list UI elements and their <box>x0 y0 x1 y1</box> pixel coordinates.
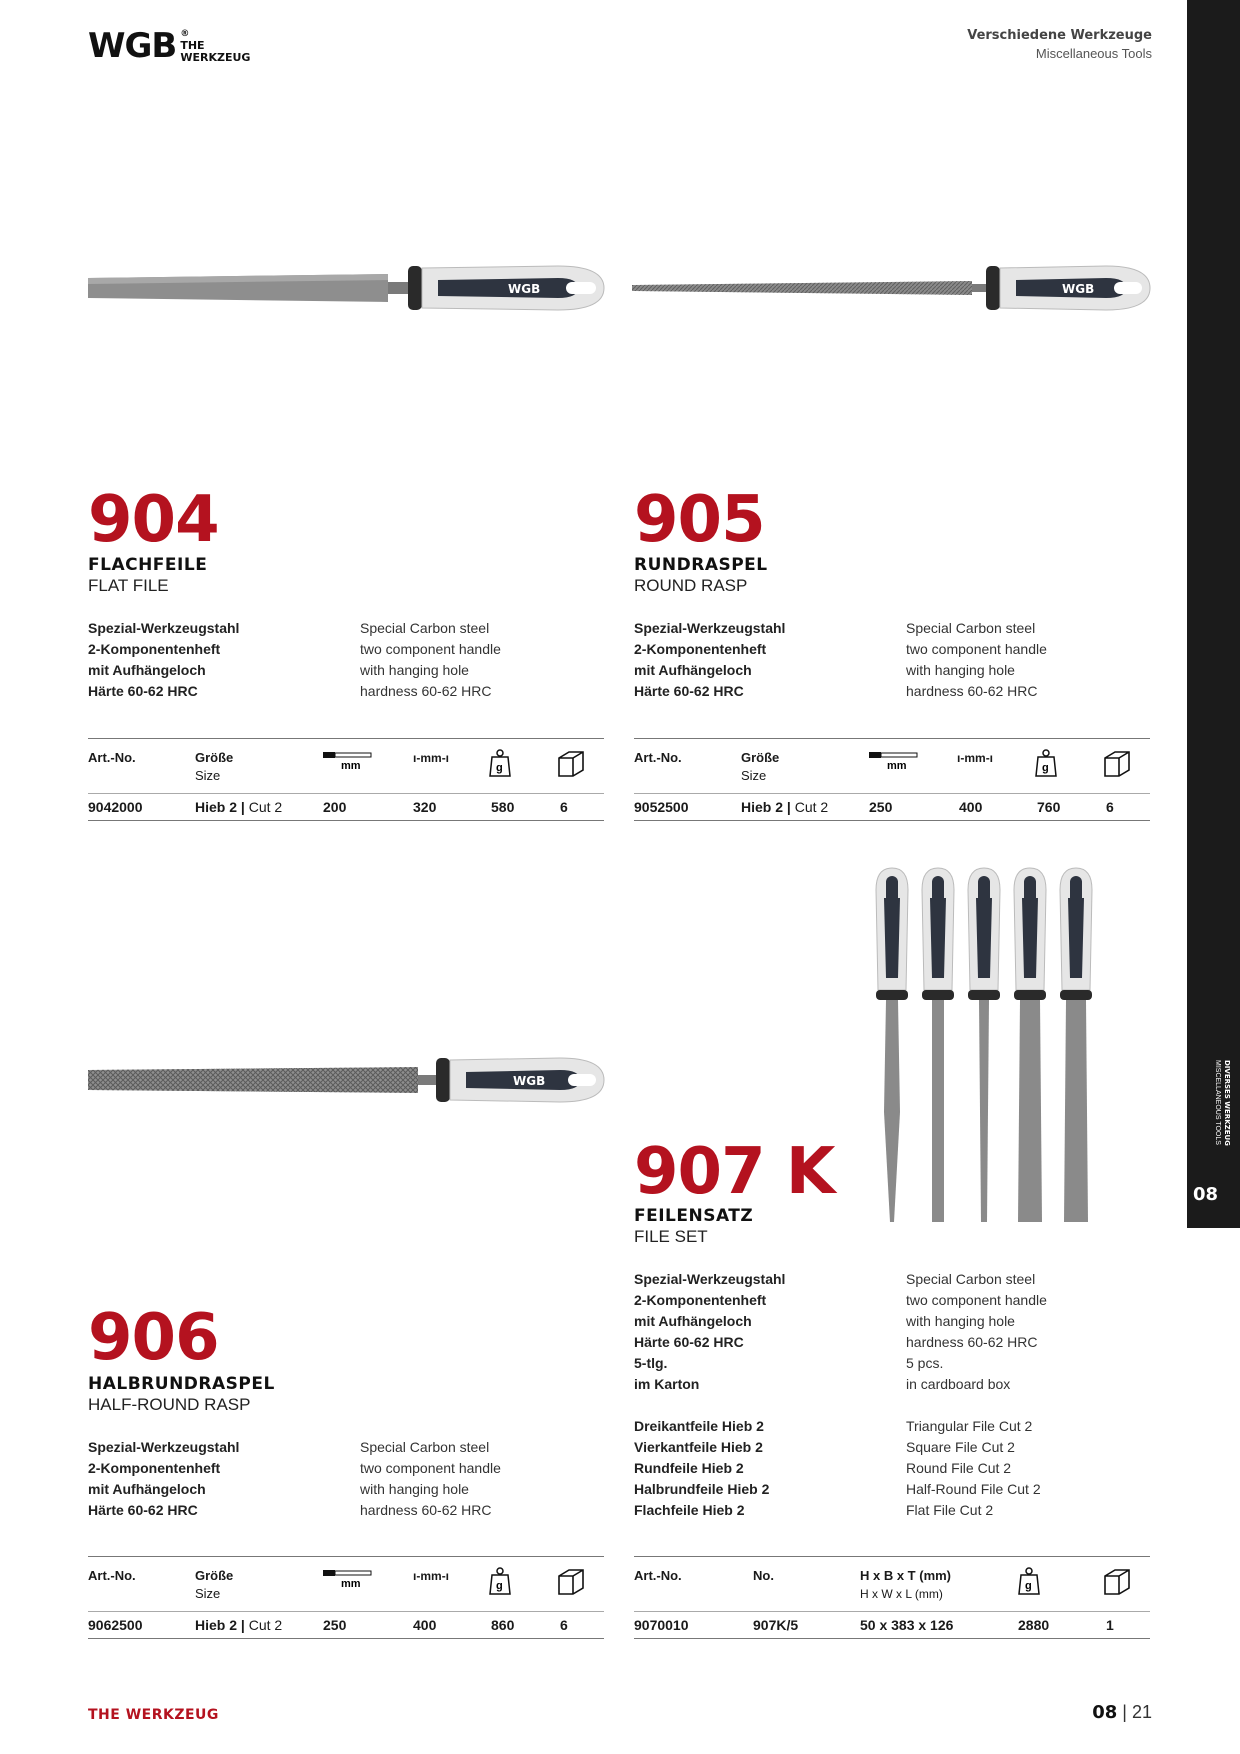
header-art-no: Art.-No. <box>634 1568 682 1583</box>
file-set-image <box>870 862 1110 1250</box>
product-table-907k <box>634 1556 1150 1639</box>
cell-width: 400 <box>959 799 983 815</box>
length-icon <box>323 1567 373 1594</box>
svg-text:g: g <box>1042 762 1049 774</box>
cell-pack: 1 <box>1106 1617 1114 1633</box>
logo-line-1: THE <box>180 39 205 52</box>
content-de: Rundfeile Hieb 2 <box>634 1460 744 1476</box>
package-icon <box>1102 749 1132 779</box>
product-name-de: HALBRUNDRASPEL <box>88 1374 275 1394</box>
spec-en: two component handle <box>360 641 501 657</box>
header-art-no: Art.-No. <box>634 750 682 765</box>
product-number-905: 905 <box>634 483 765 557</box>
header-size: Größe Size <box>195 1568 234 1601</box>
spec-en: hardness 60-62 HRC <box>360 683 492 699</box>
svg-text:g: g <box>496 1580 503 1592</box>
spec-row <box>88 618 603 639</box>
logo-text <box>180 28 250 64</box>
page-number <box>1092 1702 1152 1723</box>
product-specs <box>634 618 1149 702</box>
spec-row <box>88 1458 603 1479</box>
spec-en: with hanging hole <box>360 662 469 678</box>
cell-width: 320 <box>413 799 437 815</box>
cell-art-no: 9042000 <box>88 799 143 815</box>
spec-row <box>88 1479 603 1500</box>
spec-de: 2-Komponentenheft <box>634 641 767 657</box>
spec-row <box>634 1269 1149 1290</box>
spec-en: in cardboard box <box>906 1376 1011 1392</box>
header-size: Größe Size <box>195 750 234 783</box>
weight-icon <box>1018 1567 1040 1595</box>
content-de: Vierkantfeile Hieb 2 <box>634 1439 763 1455</box>
product-name-de: RUNDRASPEL <box>634 555 768 575</box>
spec-de: im Karton <box>634 1376 700 1392</box>
length-icon <box>323 749 373 776</box>
table-row <box>88 1612 604 1639</box>
product-number-906: 906 <box>88 1301 219 1375</box>
spec-de: Spezial-Werkzeugstahl <box>634 1271 786 1287</box>
spec-row <box>88 639 603 660</box>
product-number-904: 904 <box>88 483 219 557</box>
cell-length: 250 <box>323 1617 347 1633</box>
spec-de: Spezial-Werkzeugstahl <box>88 1439 240 1455</box>
content-row <box>634 1500 1149 1521</box>
product-specs <box>88 618 603 702</box>
width-icon: ı-mm-ı <box>413 751 450 765</box>
cell-length: 250 <box>869 799 893 815</box>
spec-de: Spezial-Werkzeugstahl <box>88 620 240 636</box>
side-tab-line-1: DIVERSES WERKZEUG <box>1223 1060 1231 1146</box>
product-table-904 <box>88 738 604 821</box>
table-header-row <box>634 739 1150 794</box>
round-rasp-image <box>632 258 1152 318</box>
table-header-row <box>88 739 604 794</box>
cell-no: 907K/5 <box>753 1617 799 1633</box>
content-en: Triangular File Cut 2 <box>906 1418 1033 1434</box>
table-row <box>88 794 604 821</box>
spec-en: two component handle <box>906 641 1047 657</box>
svg-text:g: g <box>1025 1580 1032 1592</box>
handle-brand-text: WGB <box>1062 282 1095 296</box>
product-name-en: FLAT FILE <box>88 576 169 595</box>
side-tab-number: 08 <box>1193 1184 1219 1205</box>
spec-row <box>88 681 603 702</box>
cell-weight: 2880 <box>1018 1617 1050 1633</box>
footer-brand: THE WERKZEUG <box>88 1707 219 1723</box>
spec-en: hardness 60-62 HRC <box>906 1334 1038 1350</box>
logo-line-2: WERKZEUG <box>180 51 251 64</box>
table-row <box>634 794 1150 821</box>
spec-de: mit Aufhängeloch <box>88 1481 206 1497</box>
spec-row <box>634 1332 1149 1353</box>
footer-section: 08 <box>1092 1702 1118 1723</box>
package-icon <box>1102 1567 1132 1597</box>
cell-art-no: 9070010 <box>634 1617 689 1633</box>
header-size: Größe Size <box>741 750 780 783</box>
content-en: Flat File Cut 2 <box>906 1502 994 1518</box>
spec-en: Special Carbon steel <box>360 1439 490 1455</box>
cell-weight: 580 <box>491 799 515 815</box>
cell-size: Hieb 2 | Cut 2 <box>195 1617 283 1633</box>
table-row <box>634 1612 1150 1639</box>
content-en: Half-Round File Cut 2 <box>906 1481 1041 1497</box>
header-dimensions: H x B x T (mm) H x W x L (mm) <box>860 1568 952 1601</box>
side-tab-line-2: MISCELLANEOUS TOOLS <box>1214 1060 1221 1145</box>
spec-row <box>634 681 1149 702</box>
category-de: Verschiedene Werkzeuge <box>967 28 1152 43</box>
spec-row <box>634 1290 1149 1311</box>
package-icon <box>556 749 586 779</box>
handle-brand-text: WGB <box>513 1074 546 1088</box>
product-table-906 <box>88 1556 604 1639</box>
weight-icon <box>489 1567 511 1595</box>
content-en: Square File Cut 2 <box>906 1439 1015 1455</box>
spec-de: mit Aufhängeloch <box>88 662 206 678</box>
spec-de: Spezial-Werkzeugstahl <box>634 620 786 636</box>
product-specs <box>88 1437 603 1521</box>
spec-en: Special Carbon steel <box>906 620 1036 636</box>
spec-en: hardness 60-62 HRC <box>906 683 1038 699</box>
weight-icon <box>489 749 511 777</box>
product-name-de: FEILENSATZ <box>634 1206 754 1226</box>
weight-icon <box>1035 749 1057 777</box>
cell-art-no: 9052500 <box>634 799 689 815</box>
spec-en: with hanging hole <box>360 1481 469 1497</box>
width-icon: ı-mm-ı <box>957 751 994 765</box>
length-icon <box>869 749 919 776</box>
product-number-907k: 907 K <box>634 1135 835 1209</box>
spec-en: Special Carbon steel <box>360 620 490 636</box>
spec-row <box>88 660 603 681</box>
spec-en: with hanging hole <box>906 662 1015 678</box>
side-tab-label <box>1204 1060 1232 1180</box>
spec-row <box>88 1500 603 1521</box>
product-name-de: FLACHFEILE <box>88 555 208 575</box>
flat-file-image <box>88 258 608 318</box>
cell-pack: 6 <box>1106 799 1114 815</box>
brand-logo <box>88 28 250 64</box>
handle-brand-text: WGB <box>508 282 541 296</box>
spec-en: with hanging hole <box>906 1313 1015 1329</box>
svg-text:g: g <box>496 762 503 774</box>
cell-size: Hieb 2 | Cut 2 <box>195 799 283 815</box>
cell-dimensions: 50 x 383 x 126 <box>860 1617 954 1633</box>
cell-weight: 760 <box>1037 799 1061 815</box>
spec-en: Special Carbon steel <box>906 1271 1036 1287</box>
content-de: Flachfeile Hieb 2 <box>634 1502 745 1518</box>
spec-row <box>634 660 1149 681</box>
content-de: Dreikantfeile Hieb 2 <box>634 1418 764 1434</box>
spec-de: 2-Komponentenheft <box>88 1460 221 1476</box>
section-side-tab <box>1187 0 1240 1228</box>
spec-en: two component handle <box>906 1292 1047 1308</box>
cell-length: 200 <box>323 799 347 815</box>
spec-de: Härte 60-62 HRC <box>88 1502 198 1518</box>
spec-row <box>634 1311 1149 1332</box>
package-icon <box>556 1567 586 1597</box>
spec-en: two component handle <box>360 1460 501 1476</box>
width-icon: ı-mm-ı <box>413 1569 450 1583</box>
table-header-row <box>634 1557 1150 1612</box>
cell-pack: 6 <box>560 1617 568 1633</box>
header-art-no: Art.-No. <box>88 750 136 765</box>
content-en: Round File Cut 2 <box>906 1460 1012 1476</box>
product-specs <box>634 1269 1149 1395</box>
spec-de: Härte 60-62 HRC <box>634 683 744 699</box>
spec-de: 2-Komponentenheft <box>88 641 221 657</box>
cell-pack: 6 <box>560 799 568 815</box>
product-table-905 <box>634 738 1150 821</box>
product-name-en: FILE SET <box>634 1227 708 1246</box>
cell-weight: 860 <box>491 1617 515 1633</box>
spec-row <box>634 618 1149 639</box>
spec-de: Härte 60-62 HRC <box>634 1334 744 1350</box>
logo-mark: WGB <box>88 26 177 66</box>
spec-en: hardness 60-62 HRC <box>360 1502 492 1518</box>
spec-de: Härte 60-62 HRC <box>88 683 198 699</box>
svg-text:mm: mm <box>341 760 361 771</box>
set-contents <box>634 1416 1149 1521</box>
svg-text:mm: mm <box>887 760 907 771</box>
spec-row <box>88 1437 603 1458</box>
content-row <box>634 1437 1149 1458</box>
footer-separator: | <box>1122 1702 1127 1722</box>
cell-art-no: 9062500 <box>88 1617 143 1633</box>
content-de: Halbrundfeile Hieb 2 <box>634 1481 770 1497</box>
table-header-row <box>88 1557 604 1612</box>
spec-de: mit Aufhängeloch <box>634 1313 752 1329</box>
footer-page: 21 <box>1131 1702 1152 1722</box>
content-row <box>634 1416 1149 1437</box>
cell-size: Hieb 2 | Cut 2 <box>741 799 829 815</box>
product-name-en: ROUND RASP <box>634 576 748 595</box>
header-no: No. <box>753 1568 774 1583</box>
spec-de: mit Aufhängeloch <box>634 662 752 678</box>
spec-row <box>634 1353 1149 1374</box>
cell-width: 400 <box>413 1617 437 1633</box>
category-en: Miscellaneous Tools <box>1035 46 1152 61</box>
content-row <box>634 1458 1149 1479</box>
logo-registered: ® <box>180 29 190 39</box>
header-art-no: Art.-No. <box>88 1568 136 1583</box>
spec-en: 5 pcs. <box>906 1355 944 1371</box>
spec-row <box>634 1374 1149 1395</box>
product-name-en: HALF-ROUND RASP <box>88 1395 251 1414</box>
spec-de: 5-tlg. <box>634 1355 668 1371</box>
svg-text:mm: mm <box>341 1578 361 1589</box>
half-round-rasp-image <box>88 1050 608 1110</box>
spec-de: 2-Komponentenheft <box>634 1292 767 1308</box>
content-row <box>634 1479 1149 1500</box>
spec-row <box>634 639 1149 660</box>
page-category <box>967 28 1152 61</box>
